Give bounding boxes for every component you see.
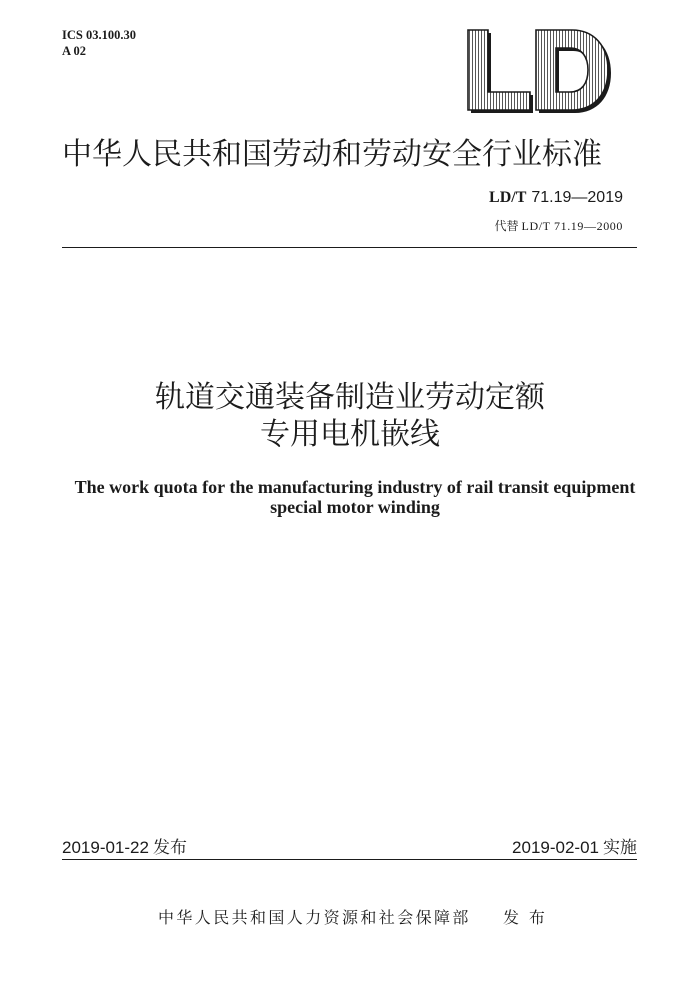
ld-logo xyxy=(466,28,614,116)
standard-number xyxy=(489,187,623,208)
publisher-label: 发 布 xyxy=(503,908,548,927)
english-title xyxy=(62,477,648,517)
industry-standard-header: 中华人民共和国劳动和劳动安全行业标准 xyxy=(62,137,602,172)
publisher-name: 中华人民共和国人力资源和社会保障部 xyxy=(158,908,471,927)
issue-date-value: 2019-01-22 xyxy=(62,838,149,857)
english-title-line-2: special motor winding xyxy=(270,497,440,517)
standard-code-number: 71.19—2019 xyxy=(531,189,623,206)
replaces-standard xyxy=(495,218,623,234)
effective-date xyxy=(512,838,637,858)
effective-date-label: 实施 xyxy=(603,838,637,858)
replaces-code: LD/T 71.19—2000 xyxy=(521,219,623,233)
issue-date-label: 发布 xyxy=(152,838,187,858)
standard-code-prefix: LD/T xyxy=(489,189,527,206)
chinese-title-line-2: 专用电机嵌线 xyxy=(260,417,440,452)
effective-date-value: 2019-02-01 xyxy=(512,838,599,857)
replaces-label: 代替 xyxy=(494,219,519,233)
ccs-code: A 02 xyxy=(62,44,86,58)
bottom-divider xyxy=(62,859,637,860)
top-divider xyxy=(62,247,637,248)
chinese-title xyxy=(0,379,700,453)
english-title-line-1: The work quota for the manufacturing industry of rail transit equipment xyxy=(74,477,636,497)
logo-letter-l xyxy=(468,30,530,110)
issue-date xyxy=(62,838,187,858)
chinese-title-line-1: 轨道交通装备制造业劳动定额 xyxy=(155,380,545,415)
classification-codes xyxy=(62,27,136,59)
logo-letter-d xyxy=(536,30,608,110)
ics-code: ICS 03.100.30 xyxy=(62,28,136,42)
